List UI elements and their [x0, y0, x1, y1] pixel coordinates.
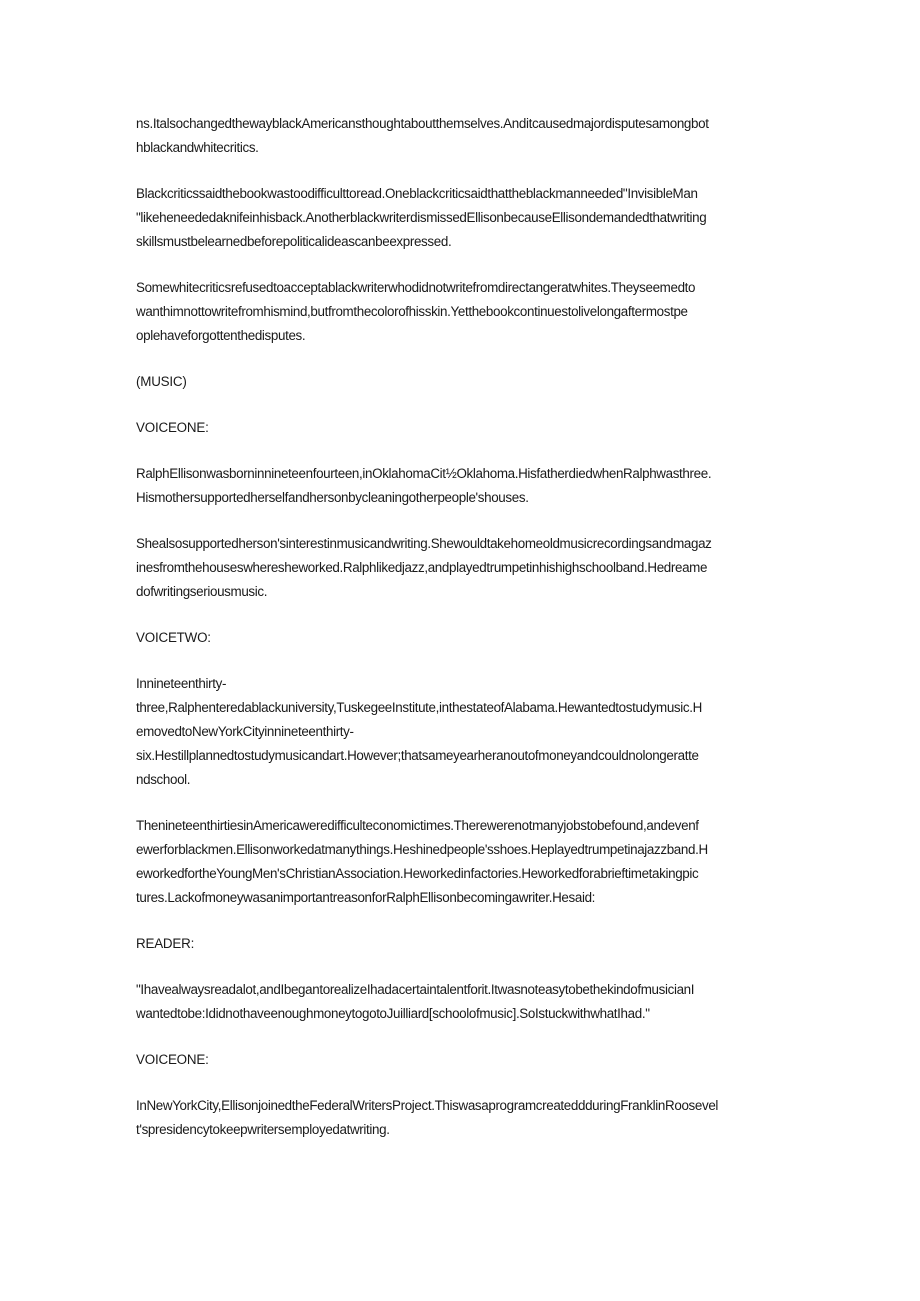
text-line: VOICEONE: [136, 1052, 209, 1067]
text-line: ThenineteenthirtiesinAmericaweredifficulteconomictimes.Therewerenotmanyjobstobefound,andevenf [136, 818, 699, 833]
speaker-label [136, 1048, 786, 1072]
text-line: VOICEONE: [136, 420, 209, 435]
paragraph [136, 978, 786, 1026]
paragraph [136, 276, 786, 348]
text-line: emovedtoNewYorkCityinnineteenthirty- [136, 724, 354, 739]
text-line: t'spresidencytokeepwritersemployedatwriting. [136, 1122, 390, 1137]
text-line: (MUSIC) [136, 374, 187, 389]
text-line: oplehaveforgottenthedisputes. [136, 328, 306, 343]
text-line: "Ihavealwaysreadalot,andIbegantorealizeIhadacertaintalentforit.ItwasnoteasytobethekindofmusicianI [136, 982, 695, 997]
text-line: ns.ItalsochangedthewayblackAmericansthoughtaboutthemselves.Anditcausedmajordisputesamongbot [136, 116, 709, 131]
text-line: skillsmustbelearnedbeforepoliticalideascanbeexpressed. [136, 234, 452, 249]
text-line: RalphEllisonwasborninnineteenfourteen,inOklahomaCit½Oklahoma.HisfatherdiedwhenRalphwasthree. [136, 466, 712, 481]
text-line: Innineteenthirty- [136, 676, 227, 691]
text-line: Hismothersupportedherselfandhersonbycleaningotherpeople'shouses. [136, 490, 529, 505]
text-line: InNewYorkCity,EllisonjoinedtheFederalWritersProject.ThiswasaprogramcreateddduringFranklinRoosevel [136, 1098, 719, 1113]
text-line: ndschool. [136, 772, 191, 787]
text-line: wanthimnottowritefromhismind,butfromthecolorofhisskin.Yetthebookcontinuestolivelongaftermostpe [136, 304, 688, 319]
text-line: Shealsosupportedherson'sinterestinmusicandwriting.Shewouldtakehomeoldmusicrecordingsandmagaz [136, 536, 712, 551]
paragraph [136, 112, 786, 160]
text-line: Somewhitecriticsrefusedtoacceptablackwriterwhodidnotwritefromdirectangeratwhites.Theyseemedto [136, 280, 696, 295]
paragraph [136, 814, 786, 910]
text-line: Blackcriticssaidthebookwastoodifficulttoread.Oneblackcriticsaidthattheblackmanneeded"InvisibleMan [136, 186, 698, 201]
text-line: dofwritingseriousmusic. [136, 584, 268, 599]
text-line: inesfromthehouseswheresheworked.Ralphlikedjazz,andplayedtrumpetinhishighschoolband.Hedreame [136, 560, 708, 575]
text-line: three,Ralphenteredablackuniversity,TuskegeeInstitute,inthestateofAlabama.Hewantedtostudymusic.H [136, 700, 702, 715]
paragraph [136, 532, 786, 604]
text-line: six.Hestillplannedtostudymusicandart.However;thatsameyearheranoutofmoneyandcouldnolongeratte [136, 748, 699, 763]
text-line: hblackandwhitecritics. [136, 140, 259, 155]
paragraph [136, 462, 786, 510]
text-line: tures.LackofmoneywasanimportantreasonforRalphEllisonbecomingawriter.Hesaid: [136, 890, 596, 905]
speaker-label [136, 416, 786, 440]
paragraph [136, 672, 786, 792]
speaker-label [136, 370, 786, 394]
speaker-label [136, 932, 786, 956]
text-line: eworkedfortheYoungMen'sChristianAssociation.Heworkedinfactories.Heworkedforabrieftimetakingpic [136, 866, 699, 881]
text-line: "likeheneededaknifeinhisback.AnotherblackwriterdismissedEllisonbecauseEllisondemandedthatwriting [136, 210, 707, 225]
speaker-label [136, 626, 786, 650]
text-line: ewerforblackmen.Ellisonworkedatmanythings.Heshinedpeople'sshoes.Heplayedtrumpetinajazzband.H [136, 842, 708, 857]
text-line: wantedtobe:IdidnothaveenoughmoneytogotoJuilliard[schoolofmusic].SoIstuckwithwhatIhad." [136, 1006, 650, 1021]
document-body [136, 112, 786, 1164]
text-line: VOICETWO: [136, 630, 211, 645]
paragraph [136, 1094, 786, 1142]
text-line: READER: [136, 936, 195, 951]
paragraph [136, 182, 786, 254]
